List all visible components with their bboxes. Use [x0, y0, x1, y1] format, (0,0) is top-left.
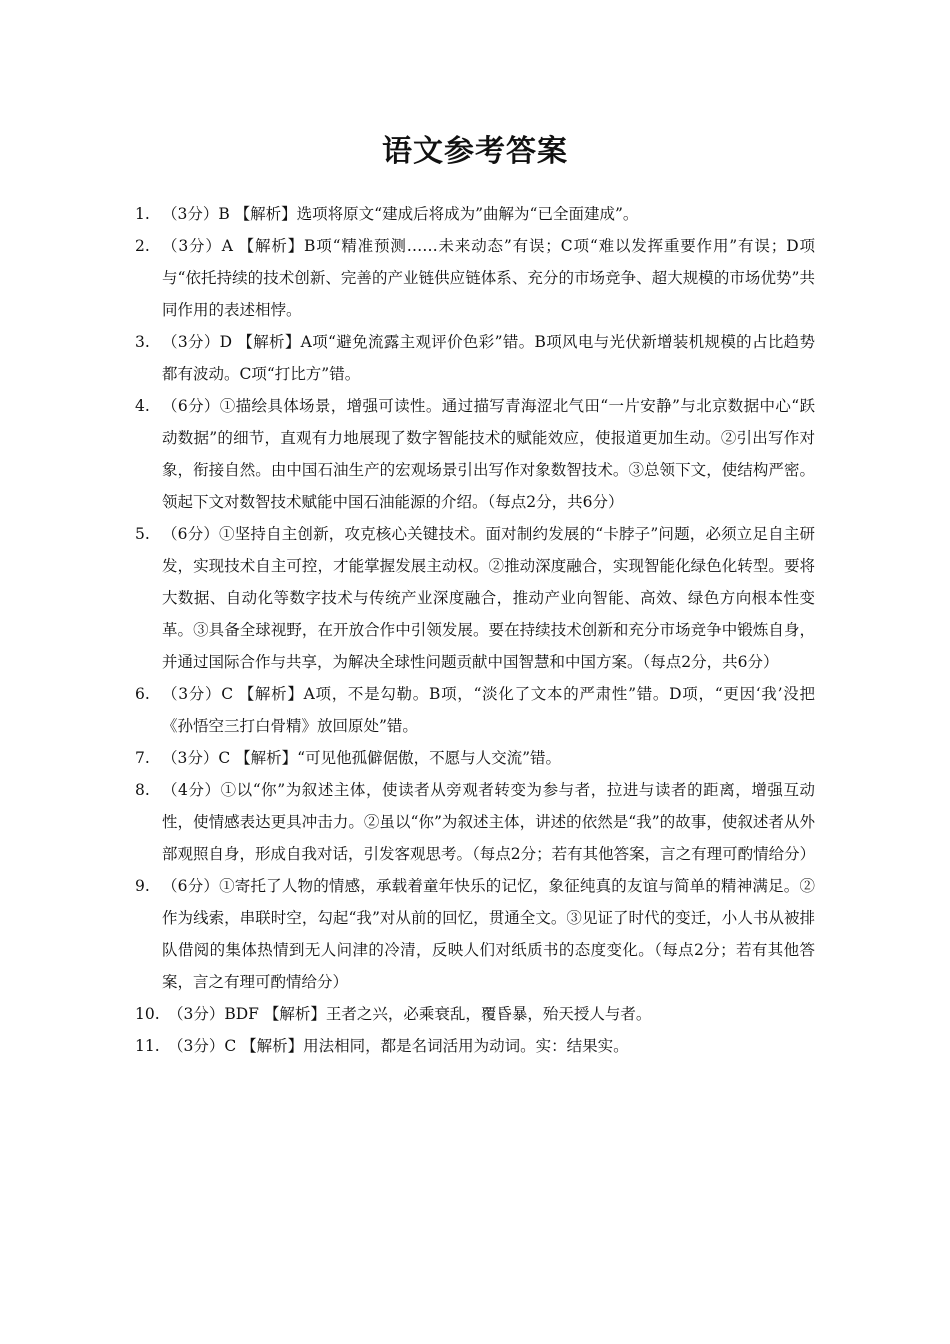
answer-item-5	[135, 518, 815, 678]
answer-item-2	[135, 230, 815, 326]
answer-number: 5.	[135, 525, 150, 543]
answer-number: 7.	[135, 749, 150, 767]
answer-item-8	[135, 774, 815, 870]
page-title: 语文参考答案	[382, 134, 568, 169]
answer-number: 9.	[135, 877, 150, 895]
answer-item-3	[135, 326, 815, 390]
answer-text: （3分）C 【解析】A项，不是勾勒。B项，“淡化了文本的严肃性”错。D项，“更因‘我’没把《孙悟空三打白骨精》放回原处”错。	[162, 685, 815, 735]
answer-number: 2.	[135, 237, 150, 255]
answer-number: 10.	[135, 1005, 160, 1023]
answer-item-7	[135, 742, 815, 774]
answer-item-10	[135, 998, 815, 1030]
answer-number: 8.	[135, 781, 150, 799]
answer-text: （3分）B 【解析】选项将原文“建成后将成为”曲解为“已全面建成”。	[162, 205, 639, 223]
answer-item-1	[135, 198, 815, 230]
answer-text: （3分）D 【解析】A项“避免流露主观评价色彩”错。B项风电与光伏新增装机规模的占比趋势都有波动。C项“打比方”错。	[162, 333, 815, 383]
answer-text: （6分）①寄托了人物的情感，承载着童年快乐的记忆，象征纯真的友谊与简单的精神满足。②作为线索，串联时空，勾起“我”对从前的回忆，贯通全文。③见证了时代的变迁，小人书从被排队借阅的集体热情到无人问津的冷清，反映人们对纸质书的态度变化。（每点2分；若有其他答案，言之有理可酌情给分）	[162, 877, 815, 991]
answer-text: （6分）①坚持自主创新，攻克核心关键技术。面对制约发展的“卡脖子”问题，必须立足自主研发，实现技术自主可控，才能掌握发展主动权。②推动深度融合，实现智能化绿色化转型。要将大数据、自动化等数字技术与传统产业深度融合，推动产业向智能、高效、绿色方向根本性变革。③具备全球视野，在开放合作中引领发展。要在持续技术创新和充分市场竞争中锻炼自身，并通过国际合作与共享，为解决全球性问题贡献中国智慧和中国方案。（每点2分，共6分）	[162, 525, 815, 671]
answer-number: 11.	[135, 1037, 160, 1055]
answer-item-6	[135, 678, 815, 742]
answer-number: 1.	[135, 205, 150, 223]
answer-item-4	[135, 390, 815, 518]
answer-text: （3分）C 【解析】用法相同，都是名词活用为动词。实：结果实。	[168, 1037, 629, 1055]
answer-item-11	[135, 1030, 815, 1062]
answer-number: 3.	[135, 333, 150, 351]
answer-text: （3分）BDF 【解析】王者之兴，必乘衰乱，覆昏暴，殆天授人与者。	[168, 1005, 652, 1023]
answer-text: （3分）C 【解析】“可见他孤僻倨傲，不愿与人交流”错。	[162, 749, 561, 767]
answer-number: 6.	[135, 685, 150, 703]
answer-item-9	[135, 870, 815, 998]
answer-list	[135, 198, 815, 1062]
answer-number: 4.	[135, 397, 150, 415]
answer-text: （4分）①以“你”为叙述主体，使读者从旁观者转变为参与者，拉进与读者的距离，增强互动性，使情感表达更具冲击力。②虽以“你”为叙述主体，讲述的依然是“我”的故事，使叙述者从外部观照自身，形成自我对话，引发客观思考。（每点2分；若有其他答案，言之有理可酌情给分）	[162, 781, 816, 863]
answer-text: （3分）A 【解析】B项“精准预测……未来动态”有误；C项“难以发挥重要作用”有误；D项与“依托持续的技术创新、完善的产业链供应链体系、充分的市场竞争、超大规模的市场优势”共同作用的表述相悖。	[162, 237, 815, 319]
answer-text: （6分）①描绘具体场景，增强可读性。通过描写青海涩北气田“一片安静”与北京数据中心“跃动数据”的细节，直观有力地展现了数字智能技术的赋能效应，使报道更加生动。②引出写作对象，衔接自然。由中国石油生产的宏观场景引出写作对象数智技术。③总领下文，使结构严密。领起下文对数智技术赋能中国石油能源的介绍。（每点2分，共6分）	[162, 397, 815, 511]
